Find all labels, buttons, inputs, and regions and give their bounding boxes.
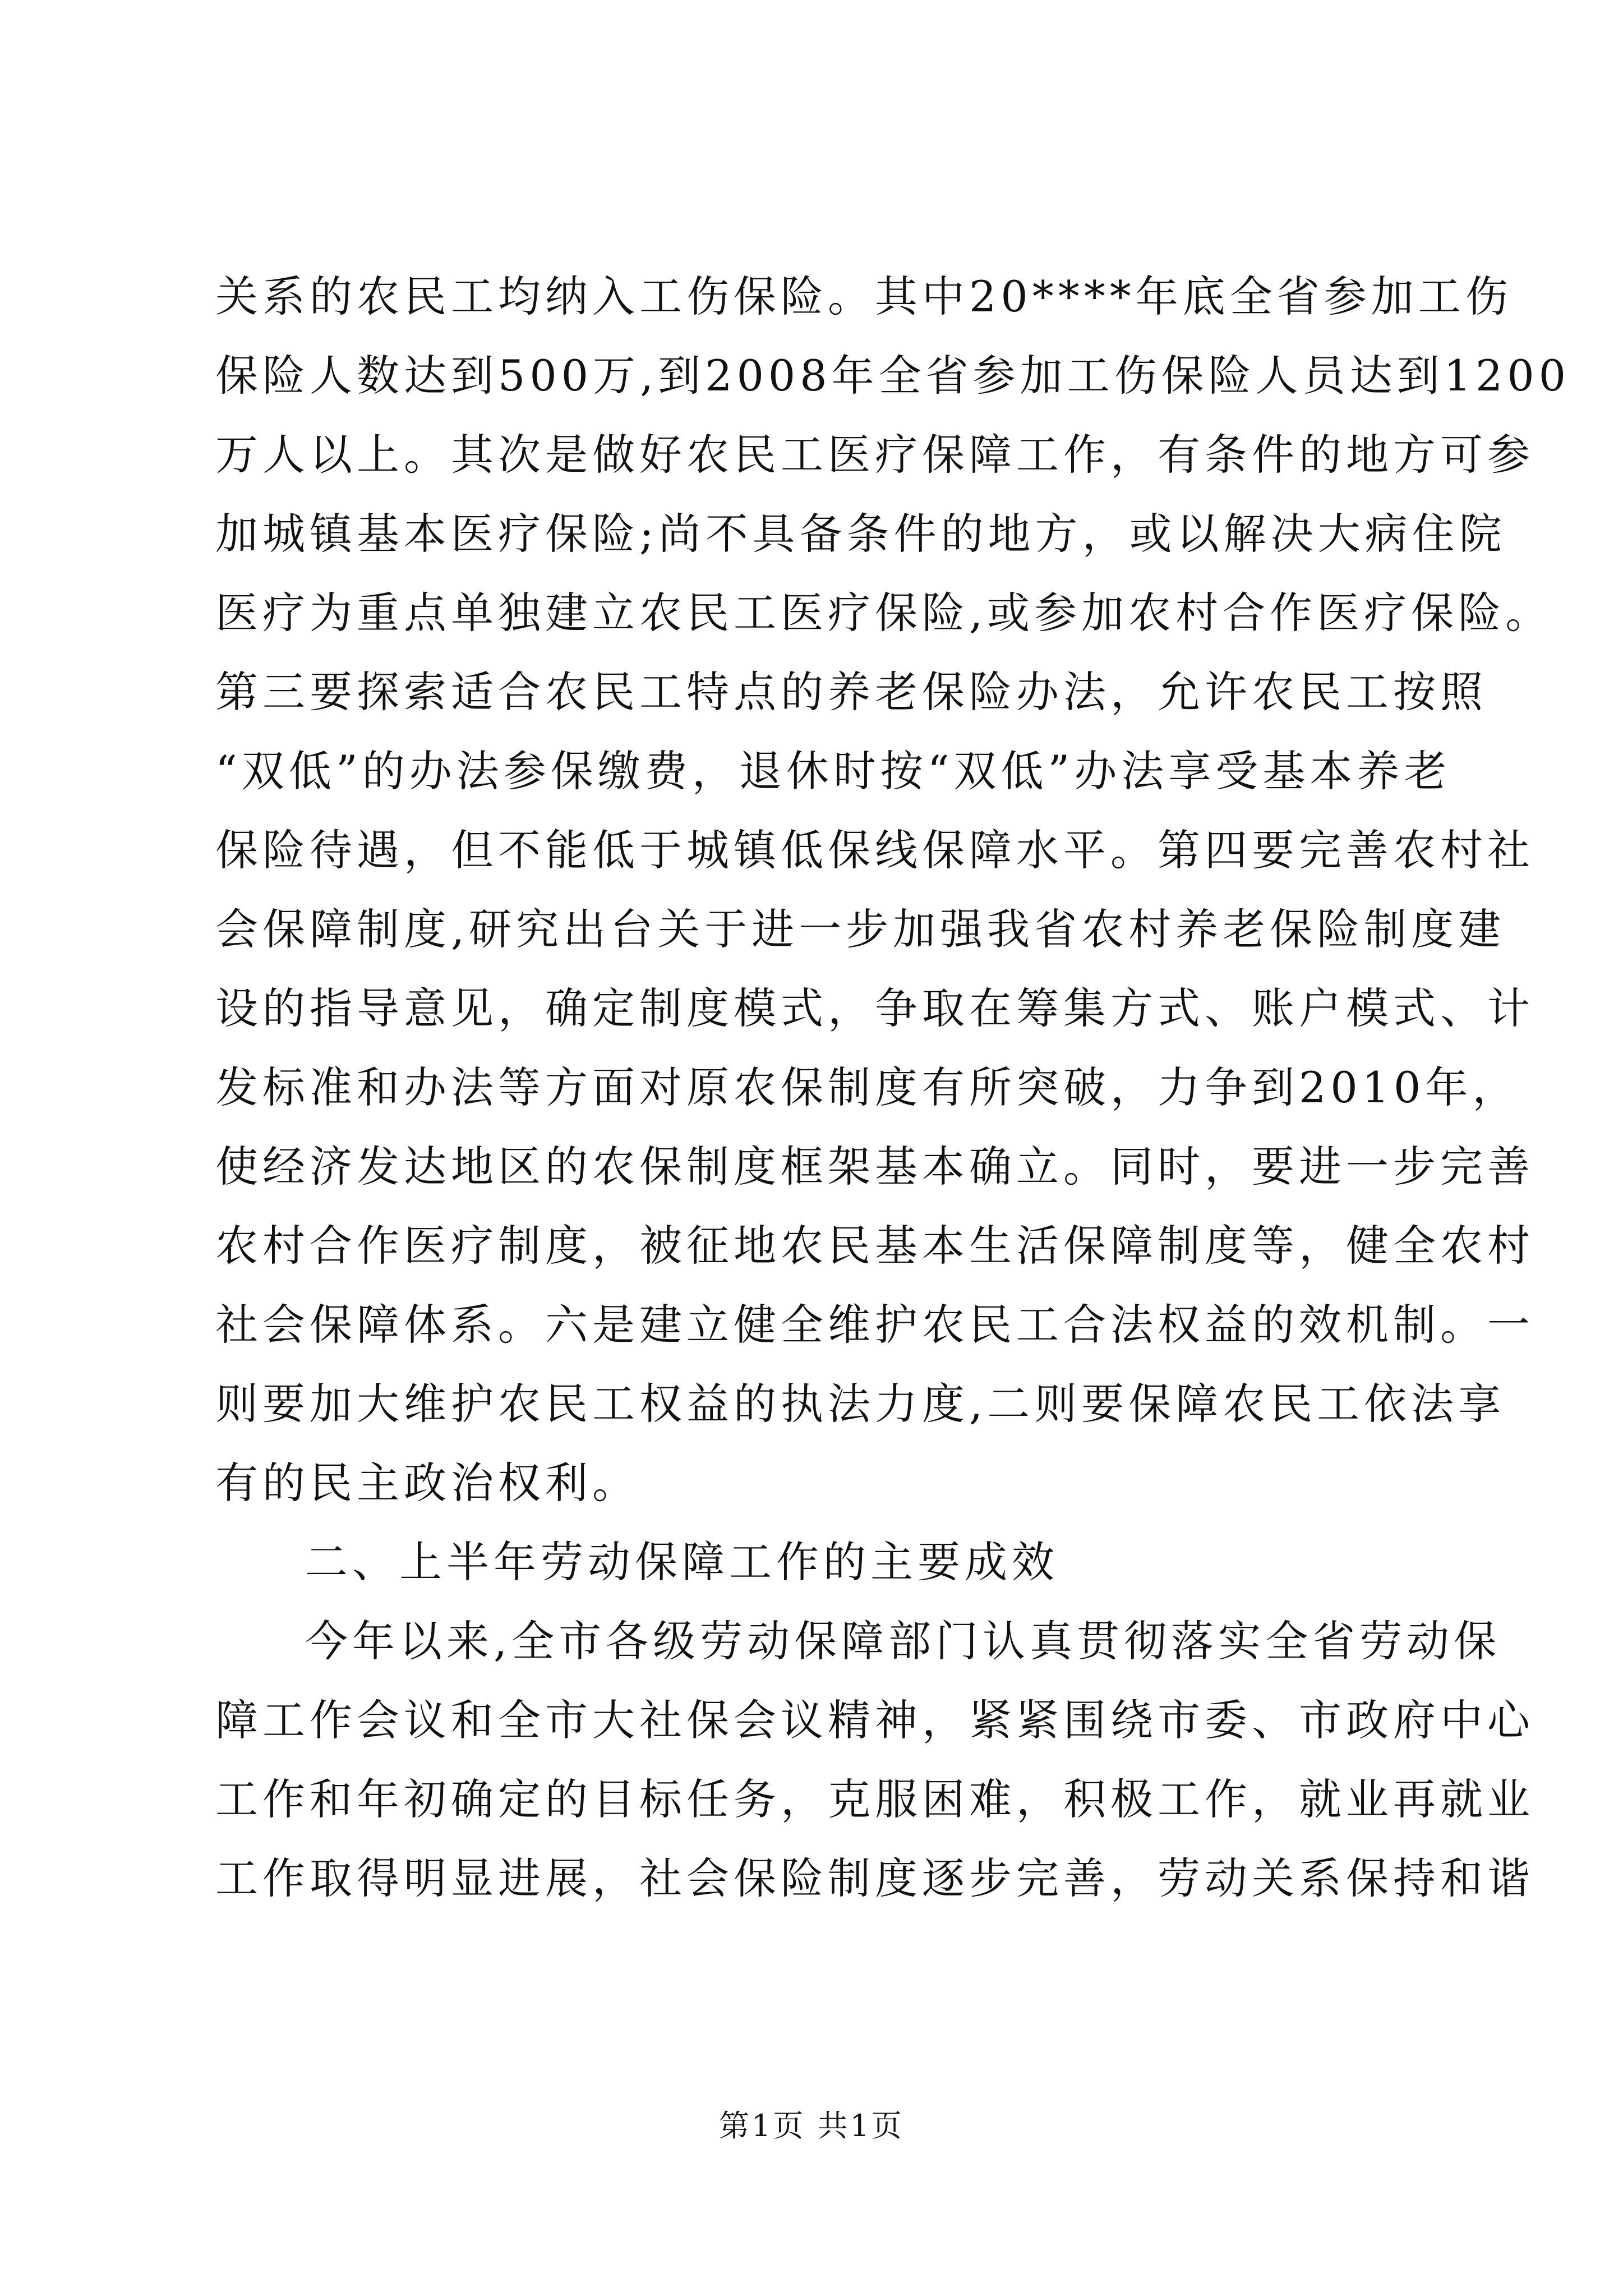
text-line: 有的民主政治权利。 — [215, 1458, 639, 1508]
text-line: 保险人数达到500万,到2008年全省参加工伤保险人员达到1200 — [215, 351, 1571, 401]
text-line: 社会保障体系。六是建立健全维护农民工合法权益的效机制。一 — [215, 1300, 1534, 1350]
text-line: 农村合作医疗制度，被征地农民基本生活保障制度等，健全农村 — [215, 1221, 1534, 1271]
text-line: 保险待遇，但不能低于城镇低保线保障水平。第四要完善农村社 — [215, 825, 1534, 875]
text-line: “双低”的办法参保缴费，退休时按“双低”办法享受基本养老 — [215, 746, 1451, 796]
text-line: 工作取得明显进展，社会保险制度逐步完善，劳动关系保持和谐 — [215, 1853, 1534, 1903]
page-footer: 第1页 共1页 — [719, 2108, 904, 2143]
text-line: 医疗为重点单独建立农民工医疗保险,或参加农村合作医疗保险。 — [215, 588, 1553, 638]
text-line: 发标准和办法等方面对原农保制度有所突破，力争到2010年， — [215, 1062, 1520, 1112]
text-line: 关系的农民工均纳入工伤保险。其中20****年底全省参加工伤 — [215, 272, 1513, 321]
text-line: 则要加大维护农民工权益的执法力度,二则要保障农民工依法享 — [215, 1379, 1506, 1429]
section-heading: 二、上半年劳动保障工作的主要成效 — [305, 1537, 1059, 1587]
text-line: 万人以上。其次是做好农民工医疗保障工作，有条件的地方可参 — [215, 430, 1534, 480]
document-body — [215, 257, 1571, 1918]
text-line: 会保障制度,研究出台关于进一步加强我省农村养老保险制度建 — [215, 904, 1506, 954]
text-line: 设的指导意见，确定制度模式，争取在筹集方式、账户模式、计 — [215, 983, 1534, 1033]
text-line: 加城镇基本医疗保险;尚不具备条件的地方，或以解决大病住院 — [215, 509, 1506, 559]
text-line: 使经济发达地区的农保制度框架基本确立。同时，要进一步完善 — [215, 1142, 1534, 1191]
text-line: 障工作会议和全市大社保会议精神，紧紧围绕市委、市政府中心 — [215, 1695, 1534, 1745]
text-line: 工作和年初确定的目标任务，克服困难，积极工作，就业再就业 — [215, 1774, 1534, 1824]
paragraph-first-line: 今年以来,全市各级劳动保障部门认真贯彻落实全省劳动保 — [305, 1616, 1501, 1666]
text-line: 第三要探索适合农民工特点的养老保险办法，允许农民工按照 — [215, 667, 1487, 717]
